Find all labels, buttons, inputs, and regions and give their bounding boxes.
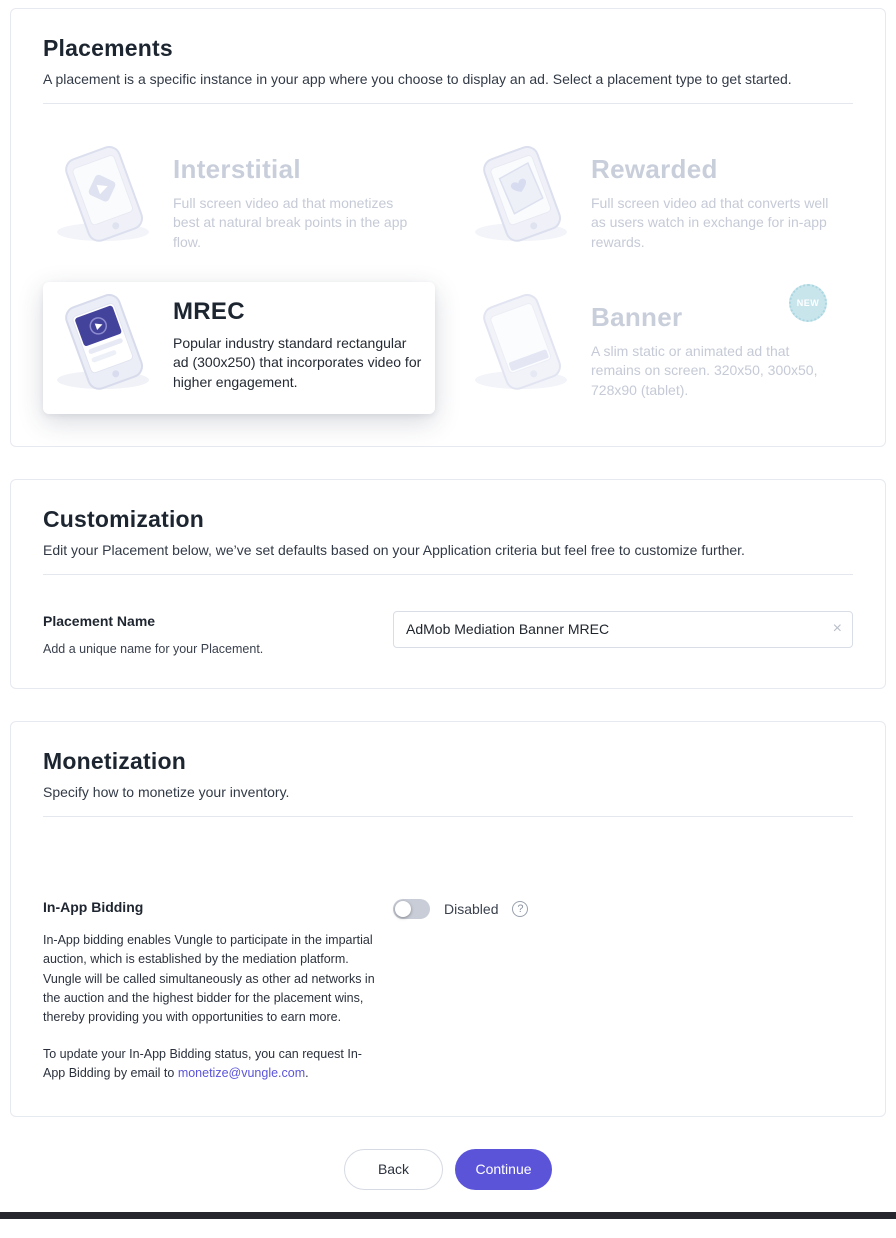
divider (43, 816, 853, 817)
placements-card (10, 8, 886, 447)
interstitial-title: Interstitial (173, 154, 301, 184)
in-app-bidding-status: Disabled (444, 900, 499, 917)
rewarded-phone-icon (467, 146, 583, 251)
toggle-knob (395, 901, 411, 917)
help-icon[interactable]: ? (512, 901, 528, 917)
placement-name-row (43, 611, 853, 656)
divider (43, 574, 853, 575)
placement-name-helper: Add a unique name for your Placement. (43, 641, 264, 656)
interstitial-phone-icon (49, 146, 165, 251)
divider (43, 103, 853, 104)
placement-type-grid (43, 134, 853, 414)
bottom-strip (0, 1212, 896, 1219)
customization-card (10, 479, 886, 689)
banner-phone-icon (467, 294, 583, 399)
placements-title: Placements (43, 35, 173, 61)
in-app-bidding-left (43, 899, 393, 1084)
rewarded-text (591, 146, 841, 252)
rewarded-title: Rewarded (591, 154, 718, 184)
in-app-bidding-label: In-App Bidding (43, 898, 144, 915)
monetize-email-link[interactable]: monetize@vungle.com (177, 1066, 306, 1081)
placement-type-mrec[interactable] (43, 282, 435, 414)
monetization-title: Monetization (43, 747, 186, 774)
mrec-phone-icon (49, 294, 165, 399)
placement-type-interstitial[interactable] (43, 134, 435, 266)
placement-name-label: Placement Name (43, 612, 156, 629)
continue-button[interactable]: Continue (455, 1149, 552, 1190)
placement-type-banner[interactable] (461, 282, 853, 414)
interstitial-text (173, 146, 423, 252)
in-app-bidding-update-text: To update your In-App Bidding status, you can request In-App Bidding by email to (43, 1046, 362, 1081)
mrec-text (173, 294, 423, 392)
in-app-bidding-toggle-row (393, 899, 528, 919)
in-app-bidding-description: In-App bidding enables Vungle to participate in the impartial auction, which is established by the mediation platform. Vungle will be called simultaneously as other ad networks in the auction and the highest bidder for the placement wins, thereby providing you with opportunities to earn more. (43, 932, 375, 1025)
in-app-bidding-update-suffix: . (305, 1066, 309, 1081)
placement-name-input[interactable] (393, 611, 853, 648)
placement-name-label-block (43, 611, 393, 656)
banner-title: Banner (591, 301, 683, 332)
in-app-bidding-row (43, 899, 853, 1084)
customization-title: Customization (43, 505, 205, 532)
in-app-bidding-toggle[interactable] (393, 899, 430, 919)
mrec-title: MREC (173, 297, 245, 325)
placement-type-rewarded[interactable] (461, 134, 853, 266)
banner-description: A slim static or animated ad that remains on screen. 320x50, 300x50, 728x90 (tablet). (591, 342, 818, 398)
new-badge: NEW (789, 284, 827, 322)
placement-name-input-wrap (393, 611, 853, 648)
mrec-description: Popular industry standard rectangular ad (300x250) that incorporates video for higher engagement. (173, 334, 422, 390)
interstitial-description: Full screen video ad that monetizes best at natural break points in the app flow. (173, 195, 408, 250)
back-button[interactable]: Back (344, 1149, 443, 1190)
customization-subtitle: Edit your Placement below, we’ve set defaults based on your Application criteria but feel free to customize further. (43, 541, 745, 558)
rewarded-description: Full screen video ad that converts well as users watch in exchange for in-app rewards. (591, 195, 829, 250)
clear-icon[interactable]: × (832, 619, 842, 637)
monetization-subtitle: Specify how to monetize your inventory. (43, 783, 290, 800)
in-app-bidding-update-note (43, 1045, 375, 1084)
monetization-card (10, 721, 886, 1117)
footer-actions (0, 1149, 896, 1190)
placements-subtitle: A placement is a specific instance in your app where you choose to display an ad. Select a placement type to get started. (43, 71, 792, 87)
